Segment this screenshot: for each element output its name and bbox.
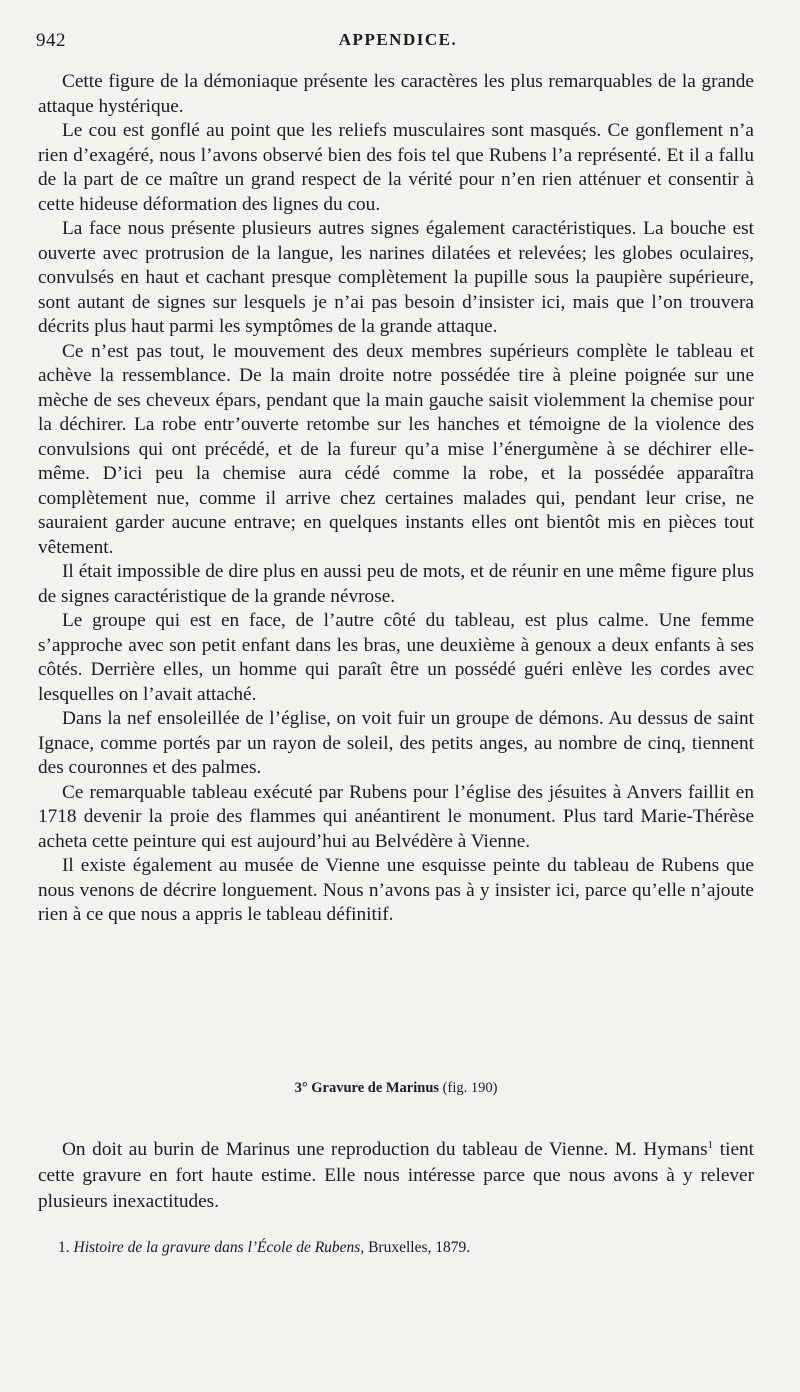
- page-number: 942: [36, 30, 66, 51]
- paragraph-marinus: [38, 1132, 754, 1215]
- section-subheading: [38, 1080, 754, 1097]
- footnote-rest: , Bruxelles, 1879.: [360, 1239, 471, 1256]
- running-head: [36, 30, 760, 58]
- running-title: APPENDICE.: [338, 30, 458, 49]
- paragraph: La face nous présente plusieurs autres signes également caractéristiques. La bouche est ouverte avec protrusion de la langue, les narines dilatées et relevées; les globes oculaires, convulsés en haut et cachant presque complètement la pupille sous la paupière supérieure, sont autant de signes sur lesquels je n’ai pas besoin d’insister ici, mais que l’on trouvera décrits plus haut parmi les symptômes de la grande attaque.: [38, 218, 754, 337]
- figure-reference: (fig. 190): [442, 1080, 498, 1096]
- paragraph: Dans la nef ensoleillée de l’église, on voit fuir un groupe de démons. Au dessus de saint Ignace, comme portés par un rayon de soleil, des petits anges, au nombre de cinq, tiennent des couronnes et des palmes.: [38, 708, 754, 778]
- paragraph: Cette figure de la démoniaque présente les caractères les plus remarquables de la grande attaque hystérique.: [38, 71, 754, 117]
- paragraph: Ce remarquable tableau exécuté par Rubens pour l’église des jésuites à Anvers faillit en 1718 devenir la proie des flammes qui anéantirent le monument. Plus tard Marie-Thérèse acheta cette peinture qui est aujourd’hui au Belvédère à Vienne.: [38, 781, 754, 852]
- paragraph: Il existe également au musée de Vienne une esquisse peinte du tableau de Rubens que nous venons de décrire longuement. Nous n’avons pas à y insister ici, parce qu’elle n’ajoute rien à ce que nous a appris le tableau définitif.: [38, 855, 754, 925]
- footnote-number: 1.: [58, 1239, 70, 1256]
- footnote: [58, 1238, 738, 1258]
- paragraph: Ce n’est pas tout, le mouvement des deux membres supérieurs complète le tableau et achève la ressemblance. De la main droite notre possédée tire à pleine poignée sur une mèche de ses cheveux épars, pendant que la main gauche saisit violemment la chemise pour la déchirer. La robe entr’ouverte retombe sur les hanches et témoigne de la violence des convulsions qui ont précédé, et de la fureur qu’a mise l’énergumène à se déchirer elle-même. D’ici peu la chemise aura cédé comme la robe, et la possédée apparaîtra complètement nue, comme il arrive chez certaines malades qui, pendant leur crise, ne sauraient garder aucune entrave; en quelques instants elles ont bientôt mis en pièces tout vêtement.: [38, 340, 754, 558]
- subheading-text: 3° Gravure de Marinus: [294, 1080, 440, 1096]
- paragraph-text-continued: tient cette gravure en fort haute estime. Elle nous intéresse parce que nous avons à y relever plusieurs inexactitudes.: [38, 1139, 755, 1212]
- paragraph: Le cou est gonflé au point que les reliefs musculaires sont masqués. Ce gonflement n’a rien d’exagéré, nous l’avons observé bien des fois tel que Rubens l’a représenté. Et il a fallu de la part de ce maître un grand respect de la vérité pour n’en rien atténuer et consentir à cette hideuse déformation des lignes du cou.: [38, 120, 754, 215]
- body-text: [38, 70, 754, 928]
- footnote-title: Histoire de la gravure dans l’École de Rubens: [73, 1239, 361, 1256]
- footnote-marker: 1: [707, 1139, 714, 1151]
- paragraph: Il était impossible de dire plus en aussi peu de mots, et de réunir en une même figure plus de signes caractéristique de la grande névrose.: [38, 561, 754, 607]
- paragraph-text: On doit au burin de Marinus une reproduction du tableau de Vienne. M. Hymans: [62, 1139, 708, 1160]
- paragraph: Le groupe qui est en face, de l’autre côté du tableau, est plus calme. Une femme s’approche avec son petit enfant dans les bras, une deuxième à genoux a deux enfants à ses côtés. Derrière elles, un homme qui paraît être un possédé guéri enlève les cordes avec lesquelles on l’avait attaché.: [38, 610, 754, 705]
